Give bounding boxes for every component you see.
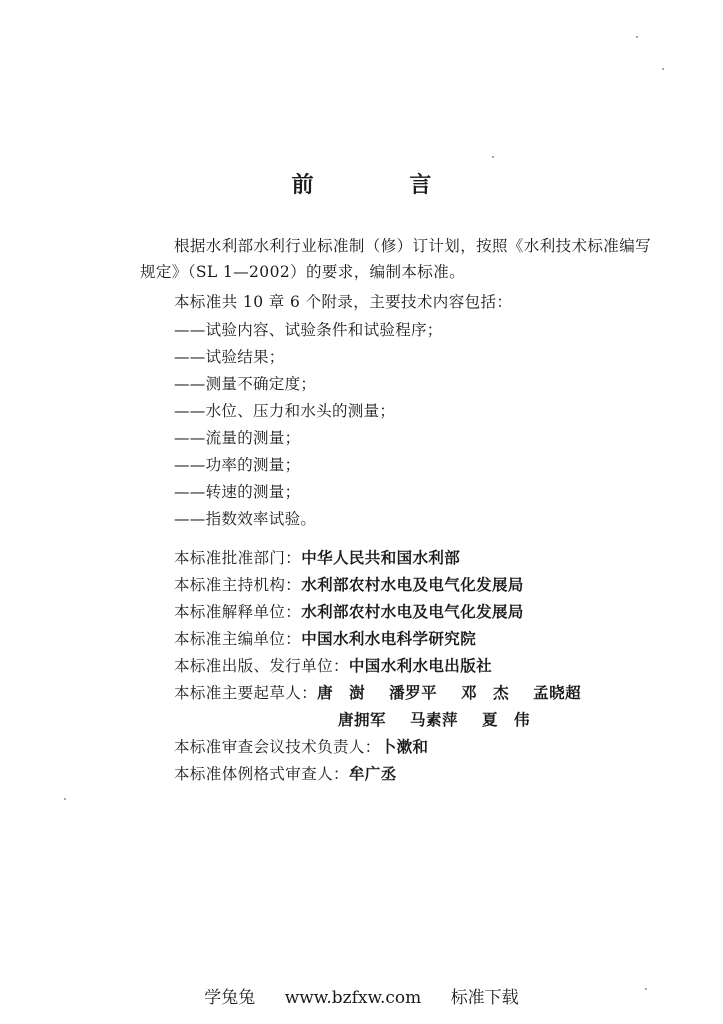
list-item: ——指数效率试验。 — [174, 510, 317, 528]
publisher-value: 中国水利水电出版社 — [348, 657, 493, 675]
list-item: ——流量的测量； — [174, 429, 301, 447]
list-item: ——测量不确定度； — [174, 375, 317, 393]
approval-value: 中华人民共和国水利部 — [301, 549, 461, 567]
scan-speck — [662, 68, 664, 70]
watermark-footer — [0, 983, 723, 1008]
drafter-name: 夏 伟 — [482, 711, 531, 729]
host-label: 本标准主持机构： — [174, 576, 302, 594]
approval-label: 本标准批准部门： — [174, 549, 302, 567]
scan-speck — [492, 156, 494, 158]
scan-speck — [645, 988, 647, 990]
review-value: 卜漱和 — [380, 738, 429, 756]
publisher-label: 本标准出版、发行单位： — [174, 657, 349, 675]
list-item: ——水位、压力和水头的测量； — [174, 402, 396, 420]
page-title: 前 言 — [291, 173, 476, 198]
drafter-name: 唐 澍 — [317, 684, 366, 702]
review-row — [174, 735, 428, 757]
interpret-row — [174, 600, 524, 622]
drafters-label: 本标准主要起草人： — [174, 684, 318, 702]
summary-line: 本标准共 10 章 6 个附录，主要技术内容包括： — [174, 293, 513, 311]
review-label: 本标准审查会议技术负责人： — [174, 738, 381, 756]
drafter-name: 唐拥军 — [338, 711, 387, 729]
editor-value: 中国水利水电科学研究院 — [301, 630, 477, 648]
drafter-name: 马素萍 — [410, 711, 459, 729]
footer-left: 学兔兔 — [204, 988, 256, 1008]
scan-speck — [636, 36, 638, 38]
list-item: ——转速的测量； — [174, 483, 301, 501]
host-row — [174, 573, 524, 595]
editor-label: 本标准主编单位： — [174, 630, 302, 648]
editor-row — [174, 627, 476, 649]
interpret-value: 水利部农村水电及电气化发展局 — [301, 603, 524, 621]
drafter-name: 邓 杰 — [461, 684, 510, 702]
drafters-row-2 — [338, 708, 530, 730]
list-item: ——功率的测量； — [174, 456, 301, 474]
format-row — [174, 762, 397, 784]
intro-paragraph: 根据水利部水利行业标准制（修）订计划，按照《水利技术标准编写规定》（SL 1—2002）的要求，编制本标准。 — [140, 237, 652, 281]
list-item: ——试验结果； — [174, 348, 285, 366]
footer-link[interactable]: www.bzfxw.com — [284, 988, 422, 1008]
drafters-row — [174, 681, 581, 703]
scan-speck — [64, 798, 66, 800]
list-item: ——试验内容、试验条件和试验程序； — [174, 321, 443, 339]
host-value: 水利部农村水电及电气化发展局 — [301, 576, 524, 594]
approval-row — [174, 546, 460, 568]
interpret-label: 本标准解释单位： — [174, 603, 302, 621]
drafter-name: 孟晓超 — [533, 684, 582, 702]
publisher-row — [174, 654, 492, 676]
footer-right: 标准下载 — [450, 988, 519, 1008]
format-value: 牟广丞 — [348, 765, 397, 783]
drafter-name: 潘罗平 — [389, 684, 438, 702]
format-label: 本标准体例格式审查人： — [174, 765, 349, 783]
